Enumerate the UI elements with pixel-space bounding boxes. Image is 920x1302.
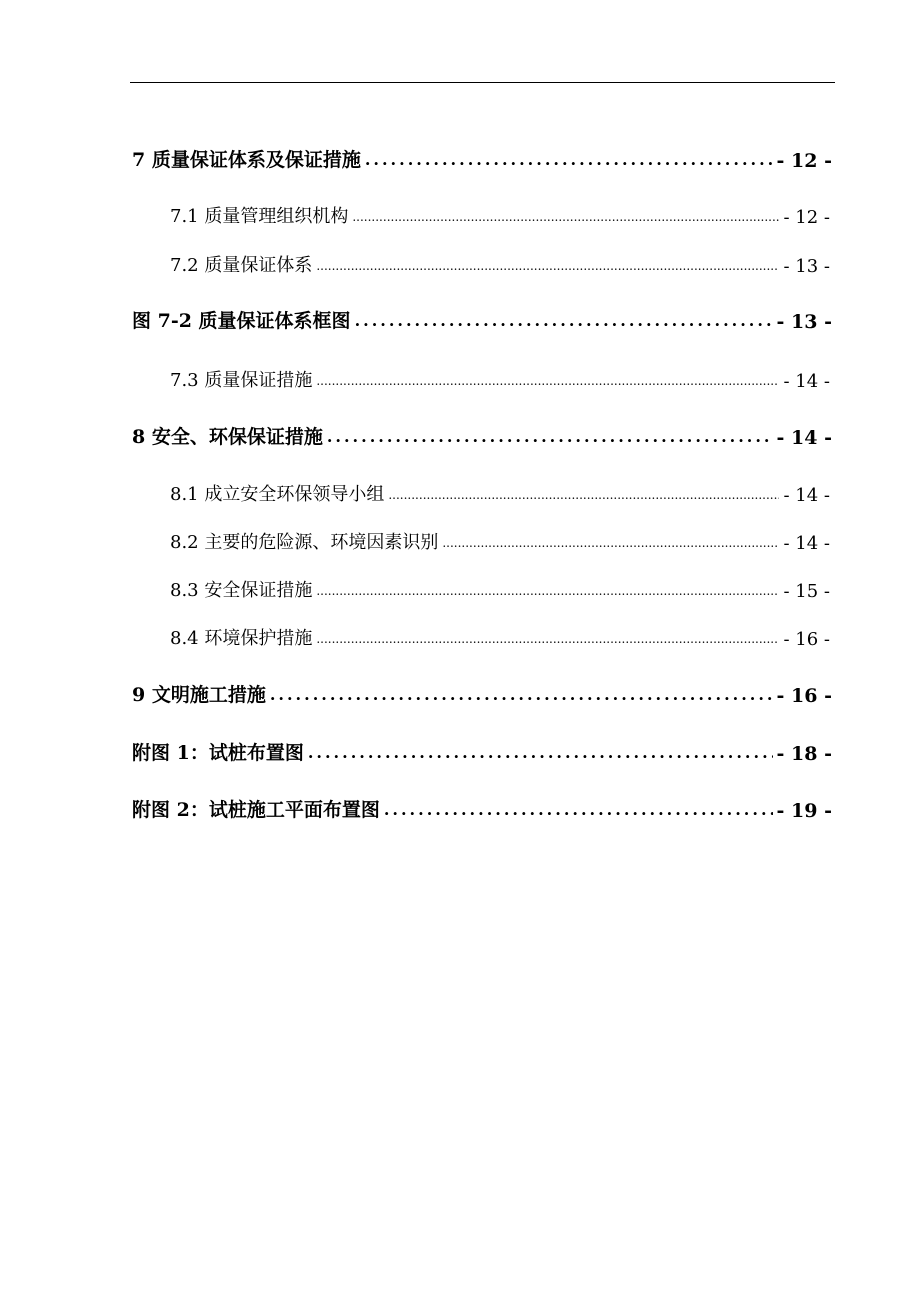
toc-entry-page: - 16 -: [783, 629, 830, 650]
toc-dot-leader: [352, 210, 779, 224]
toc-entry-title: 图 7-2 质量保证体系框图: [132, 310, 351, 332]
toc-dot-leader: [316, 259, 779, 273]
toc-entry-page: - 14 -: [776, 427, 832, 449]
toc-dot-leader: [316, 374, 779, 388]
toc-entry-page: - 12 -: [783, 207, 830, 228]
toc-entry-title: 8.2 主要的危险源、环境因素识别: [170, 532, 439, 553]
toc-dot-leader: [327, 427, 773, 446]
toc-entry-page: - 14 -: [783, 533, 830, 554]
toc-entry-page: - 14 -: [783, 371, 830, 392]
toc-entry[interactable]: [170, 247, 830, 277]
toc-entry[interactable]: [132, 142, 832, 172]
toc-entry[interactable]: [132, 735, 832, 765]
toc-entry[interactable]: [132, 677, 832, 707]
toc-entry-title: 7.2 质量保证体系: [170, 255, 313, 276]
toc-dot-leader: [316, 584, 779, 598]
toc-entry-title: 8.3 安全保证措施: [170, 580, 313, 601]
toc-dot-leader: [442, 536, 779, 550]
toc-entry[interactable]: [170, 572, 830, 602]
toc-entry[interactable]: [170, 198, 830, 228]
toc-entry-page: - 14 -: [783, 485, 830, 506]
toc-dot-leader: [270, 685, 773, 704]
toc-entry[interactable]: [170, 362, 830, 392]
toc-entry-title: 7.3 质量保证措施: [170, 370, 313, 391]
toc-dot-leader: [316, 632, 779, 646]
toc-entry-title: 9 文明施工措施: [132, 684, 266, 706]
toc-entry[interactable]: [170, 620, 830, 650]
toc-entry[interactable]: [170, 476, 830, 506]
toc-entry-page: - 16 -: [776, 685, 832, 707]
toc-dot-leader: [365, 150, 773, 169]
toc-entry-title: 8 安全、环保保证措施: [132, 426, 323, 448]
toc-entry-page: - 13 -: [783, 256, 830, 277]
toc-dot-leader: [388, 488, 779, 502]
toc-dot-leader: [355, 311, 773, 330]
toc-entry-title: 附图 1：试桩布置图: [132, 742, 304, 764]
toc-entry-page: - 19 -: [776, 800, 832, 822]
toc-entry-title: 7 质量保证体系及保证措施: [132, 149, 361, 171]
toc-entry-page: - 12 -: [776, 150, 832, 172]
toc-entry-page: - 18 -: [776, 743, 832, 765]
toc-entry-title: 8.1 成立安全环保领导小组: [170, 484, 385, 505]
toc-entry-title: 7.1 质量管理组织机构: [170, 206, 349, 227]
toc-entry[interactable]: [170, 524, 830, 554]
toc-dot-leader: [384, 800, 773, 819]
toc-entry-page: - 13 -: [776, 311, 832, 333]
toc-entry-title: 附图 2：试桩施工平面布置图: [132, 799, 380, 821]
toc-entry[interactable]: [132, 419, 832, 449]
toc-entry-title: 8.4 环境保护措施: [170, 628, 313, 649]
toc-dot-leader: [308, 743, 773, 762]
toc-entry[interactable]: [132, 303, 832, 333]
toc-entry[interactable]: [132, 792, 832, 822]
toc-entry-page: - 15 -: [783, 581, 830, 602]
